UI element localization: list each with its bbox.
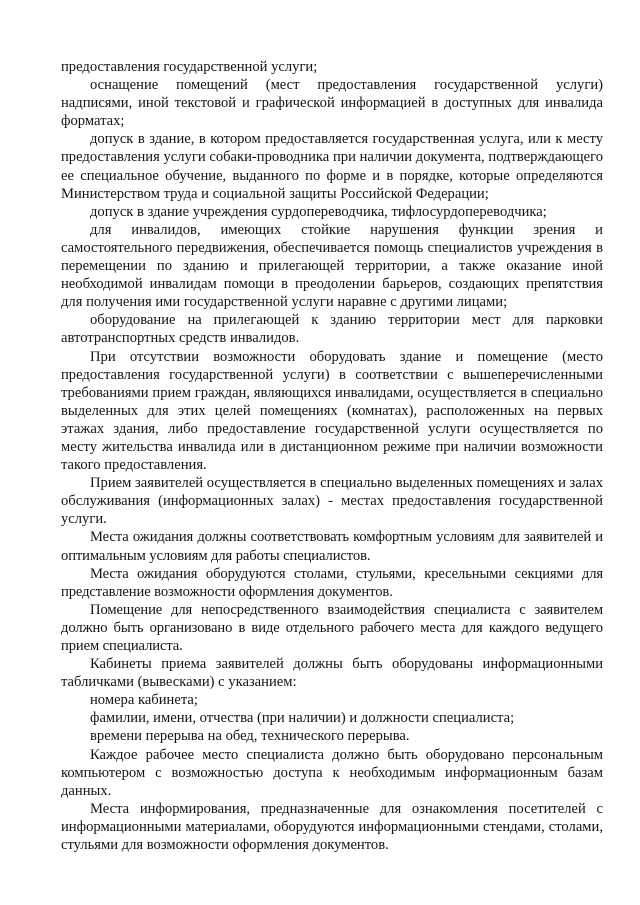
list-item: номера кабинета; xyxy=(90,692,198,709)
paragraph: предоставления государственной услуги; xyxy=(61,59,318,75)
paragraph: При отсутствии возможности оборудовать здание и помещение (место предоставления государственной услуги) в соответствии с вышеперечисленными требованиями прием граждан, являющихся инвалидами, осуществляется в специально выделенных для этих целей помещениях (комнатах), расположенных на первых этажах здания, либо предоставление государственной услуги осуществляется по месту жительства инвалида или в дистанционном режиме при наличии возможности такого предоставления. xyxy=(61,348,603,474)
paragraph: Кабинеты приема заявителей должны быть оборудованы информационными табличками (вывесками) с указанием: xyxy=(61,656,603,691)
paragraph: допуск в здание учреждения сурдопереводчика, тифлосурдопереводчика; xyxy=(90,203,547,220)
paragraph: оборудование на прилегающей к зданию территории мест для парковки автотранспортных средств инвалидов. xyxy=(61,312,603,347)
paragraph: Помещение для непосредственного взаимодействия специалиста с заявителем должно быть организовано в виде отдельного рабочего места для каждого ведущего прием специалиста. xyxy=(61,601,603,654)
paragraph: Места ожидания должны соответствовать комфортным условиям для заявителей и оптимальным условиям для работы специалистов. xyxy=(61,529,603,564)
paragraph: Прием заявителей осуществляется в специально выделенных помещениях и залах обслуживания (информационных залах) - местах предоставления государственной услуги. xyxy=(61,475,603,528)
paragraph: Места ожидания оборудуются столами, стульями, кресельными секциями для представление возможности оформления документов. xyxy=(61,565,603,600)
paragraph: Каждое рабочее место специалиста должно быть оборудовано персональным компьютером с возможностью доступа к необходимым информационным базам данных. xyxy=(61,746,603,799)
list-item: времени перерыва на обед, технического перерыва. xyxy=(90,728,410,745)
document-page xyxy=(61,58,603,854)
list-item: фамилии, имени, отчества (при наличии) и должности специалиста; xyxy=(90,710,515,727)
paragraph: Места информирования, предназначенные для ознакомления посетителей с информационными материалами, оборудуются информационными стендами, столами, стульями для возможности оформления документов. xyxy=(61,800,603,854)
paragraph: для инвалидов, имеющих стойкие нарушения функции зрения и самостоятельного передвижения, обеспечивается помощь специалистов учреждения в перемещении по зданию и прилегающей территории, а также оказание иной необходимой инвалидам помощи в преодолении барьеров, создающих препятствия для получения ими государственной услуги наравне с другими лицами; xyxy=(61,221,603,311)
paragraph: допуск в здание, в котором предоставляется государственная услуга, или к месту предоставления услуги собаки-проводника при наличии документа, подтверждающего ее специальное обучение, выданного по форме и в порядке, которые определяются Министерством труда и социальной защиты Российской Федерации; xyxy=(61,131,603,202)
paragraph: оснащение помещений (мест предоставления государственной услуги) надписями, иной текстовой и графической информацией в доступных для инвалида форматах; xyxy=(61,77,603,130)
